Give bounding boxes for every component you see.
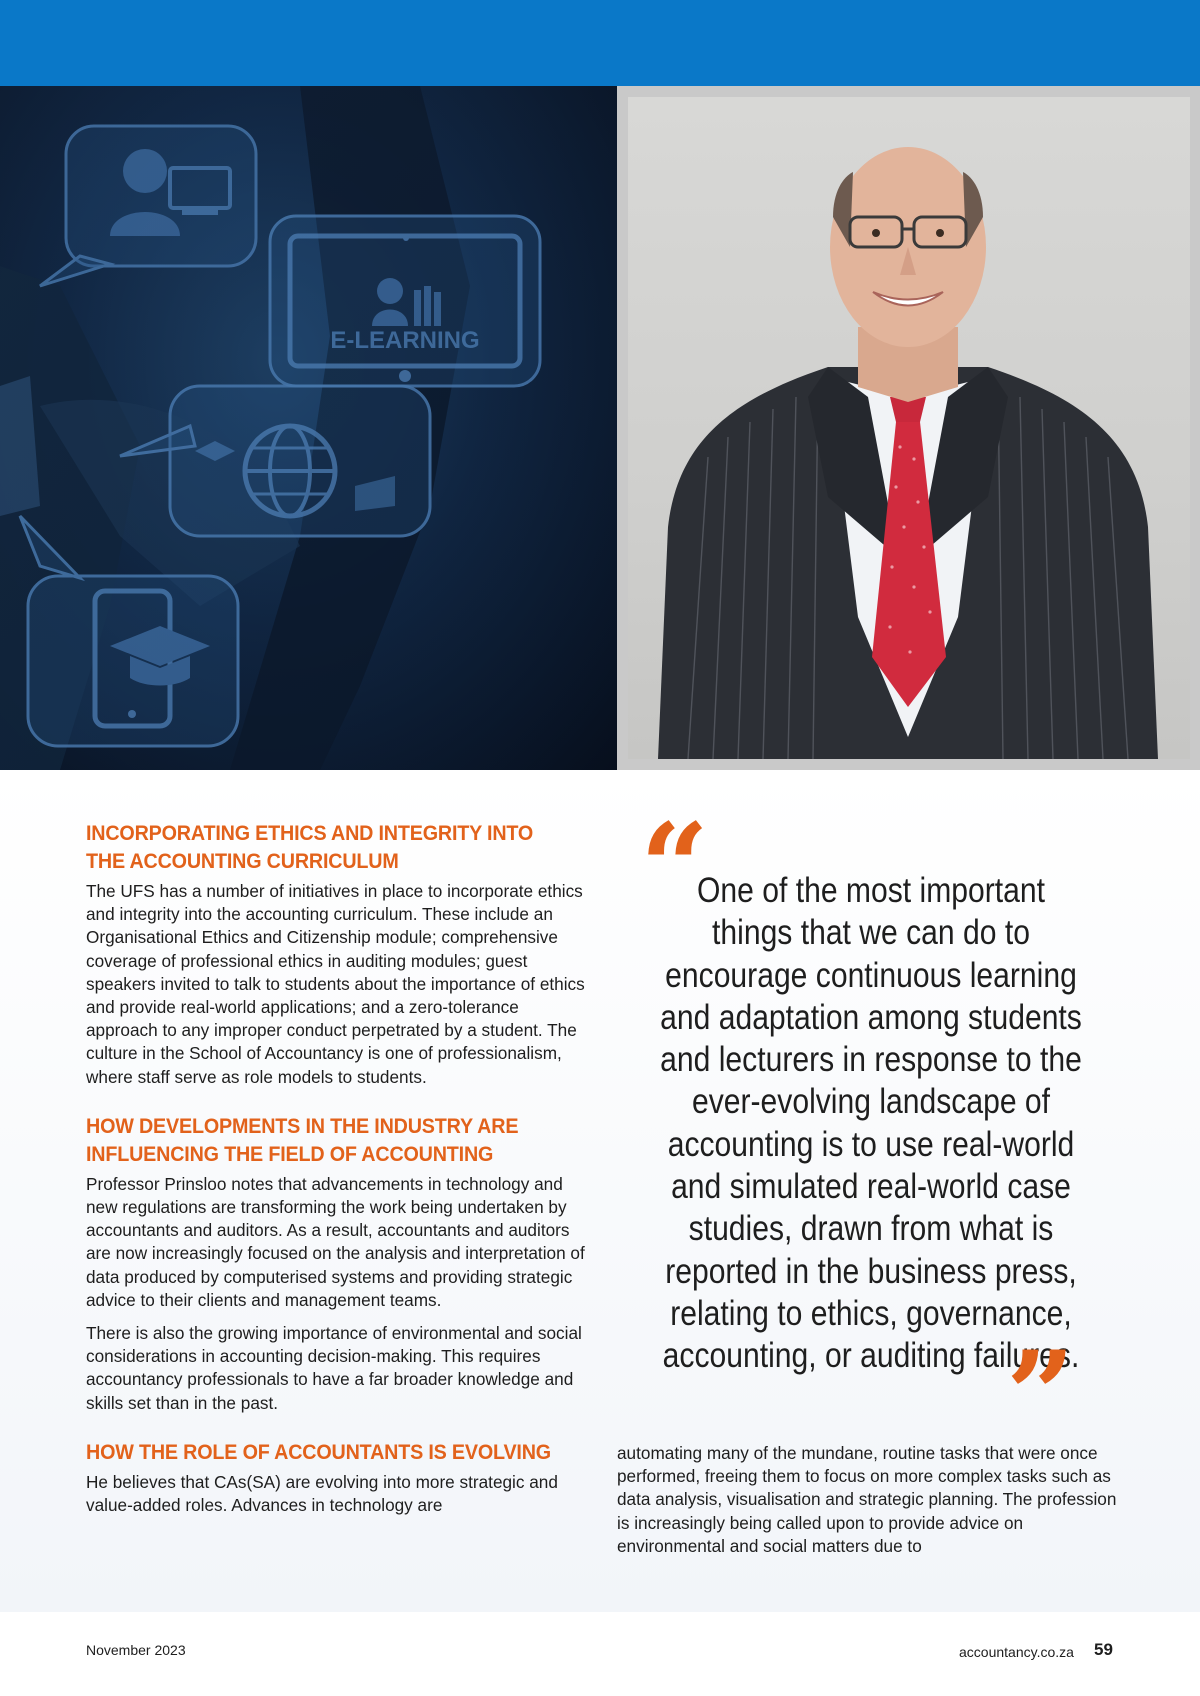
section-paragraph-ethics: The UFS has a number of initiatives in place to incorporate ethics and integrity into the accounting curriculum. These include an Organisational Ethics and Citizenship module; comprehensive coverage of professional ethics in auditing modules; guest speakers invited to talk to students about the importance of ethics and provide real-world applications; and a zero-tolerance approach to any improper conduct perpetrated by a student. The culture in the School of Accountancy is one of professionalism, where staff serve as role models to students. — [86, 881, 585, 1087]
portrait-photo — [628, 97, 1190, 759]
page-number: 59 — [1094, 1640, 1113, 1659]
right-column-paragraph: automating many of the mundane, routine tasks that were once performed, freeing them to focus on more complex tasks such as data analysis, visualisation and strategic planning. The profession is increasingly being called upon to provide advice on environmental and social matters due to — [617, 1443, 1117, 1556]
section-heading-ethics-line2: THE ACCOUNTING CURRICULUM — [86, 850, 399, 873]
page-footer — [0, 1612, 1200, 1696]
section-paragraph-role: He believes that CAs(SA) are evolving into more strategic and value-added roles. Advances in technology are — [86, 1471, 558, 1516]
section-heading-ethics-line1: INCORPORATING ETHICS AND INTEGRITY INTO — [86, 822, 534, 845]
pull-quote: One of the most important things that we can do to encourage continuous learning and adaptation among students and lecturers in response to the ever-evolving landscape of accounting is to use real-world and simulated real-world case studies, drawn from what is reported in the business press, relating to ethics, governance, accounting, or auditing failures. — [660, 871, 1082, 1376]
open-quote-mark-icon: “ — [640, 797, 710, 938]
section-paragraph-developments-1: Professor Prinsloo notes that advancements in technology and new regulations are transforming the work being undertaken by accountants and auditors. As a result, accountants and auditors are now increasingly focused on the analysis and interpretation of data produced by computerised systems and providing strategic advice to their clients and management teams. — [86, 1173, 585, 1310]
issue-date: November 2023 — [86, 1642, 186, 1658]
close-quote-mark-icon: ” — [1006, 1325, 1076, 1466]
elearning-illustration — [0, 86, 617, 770]
section-heading-developments-line1: HOW DEVELOPMENTS IN THE INDUSTRY ARE — [86, 1114, 519, 1138]
section-heading-role: HOW THE ROLE OF ACCOUNTANTS IS EVOLVING — [86, 1440, 551, 1464]
svg-text:E-LEARNING: E-LEARNING — [330, 327, 480, 354]
article-body — [0, 770, 1200, 1612]
portrait-photo-frame — [617, 86, 1200, 770]
section-paragraph-developments-2: There is also the growing importance of environmental and social considerations in accounting decision-making. This requires accountancy professionals to have a far broader knowledge and skills set than in the past. — [86, 1323, 582, 1413]
top-color-bar — [0, 0, 1200, 86]
section-heading-developments-line2: INFLUENCING THE FIELD OF ACCOUNTING — [86, 1142, 494, 1166]
left-column — [86, 820, 586, 1527]
website-link[interactable]: accountancy.co.za — [959, 1644, 1074, 1660]
